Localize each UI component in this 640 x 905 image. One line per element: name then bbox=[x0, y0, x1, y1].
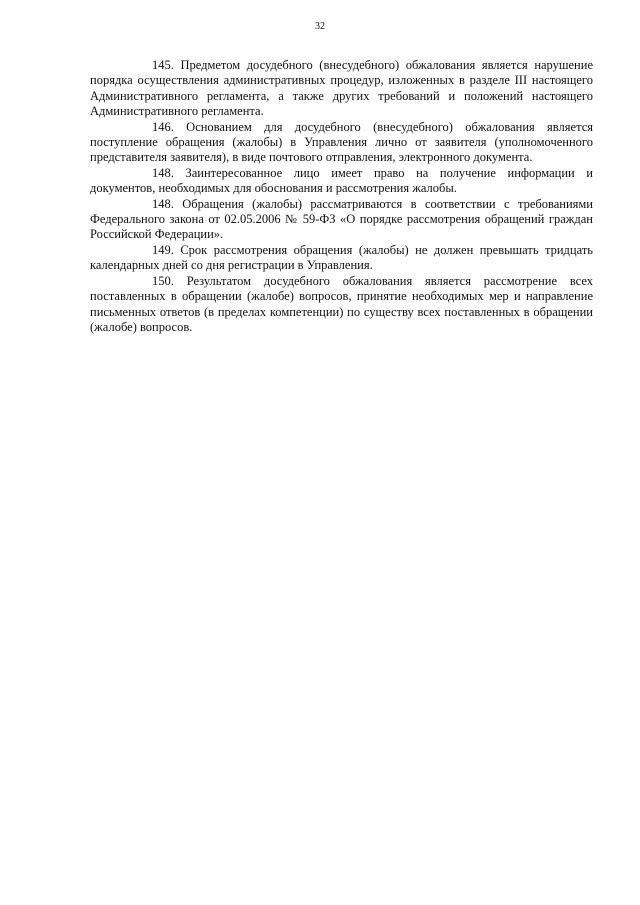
paragraph-145: 145. Предметом досудебного (внесудебного) обжалования является нарушение порядка осуществления административных процедур, изложенных в разделе III настоящего Административного регламента, а также других требований и положений настоящего Административного регламента. bbox=[90, 58, 593, 119]
paragraph-148-law-reference: 148. Обращения (жалобы) рассматриваются в соответствии с требованиями Федерального закона от 02.05.2006 № 59-ФЗ «О порядке рассмотрения обращений граждан Российской Федерации». bbox=[90, 196, 593, 242]
paragraph-148-information-right: 148. Заинтересованное лицо имеет право на получение информации и документов, необходимых для обоснования и рассмотрения жалобы. bbox=[90, 165, 593, 196]
paragraph-149: 149. Срок рассмотрения обращения (жалобы) не должен превышать тридцать календарных дней со дня регистрации в Управления. bbox=[90, 242, 593, 273]
document-body bbox=[90, 58, 593, 335]
page-number: 32 bbox=[315, 21, 325, 32]
paragraph-150: 150. Результатом досудебного обжалования является рассмотрение всех поставленных в обращении (жалобе) вопросов, принятие необходимых мер и направление письменных ответов (в пределах компетенции) по существу всех поставленных в обращении (жалобе) вопросов. bbox=[90, 273, 593, 334]
paragraph-146: 146. Основанием для досудебного (внесудебного) обжалования является поступление обращения (жалобы) в Управления лично от заявителя (уполномоченного представителя заявителя), в виде почтового отправления, электронного документа. bbox=[90, 119, 593, 165]
